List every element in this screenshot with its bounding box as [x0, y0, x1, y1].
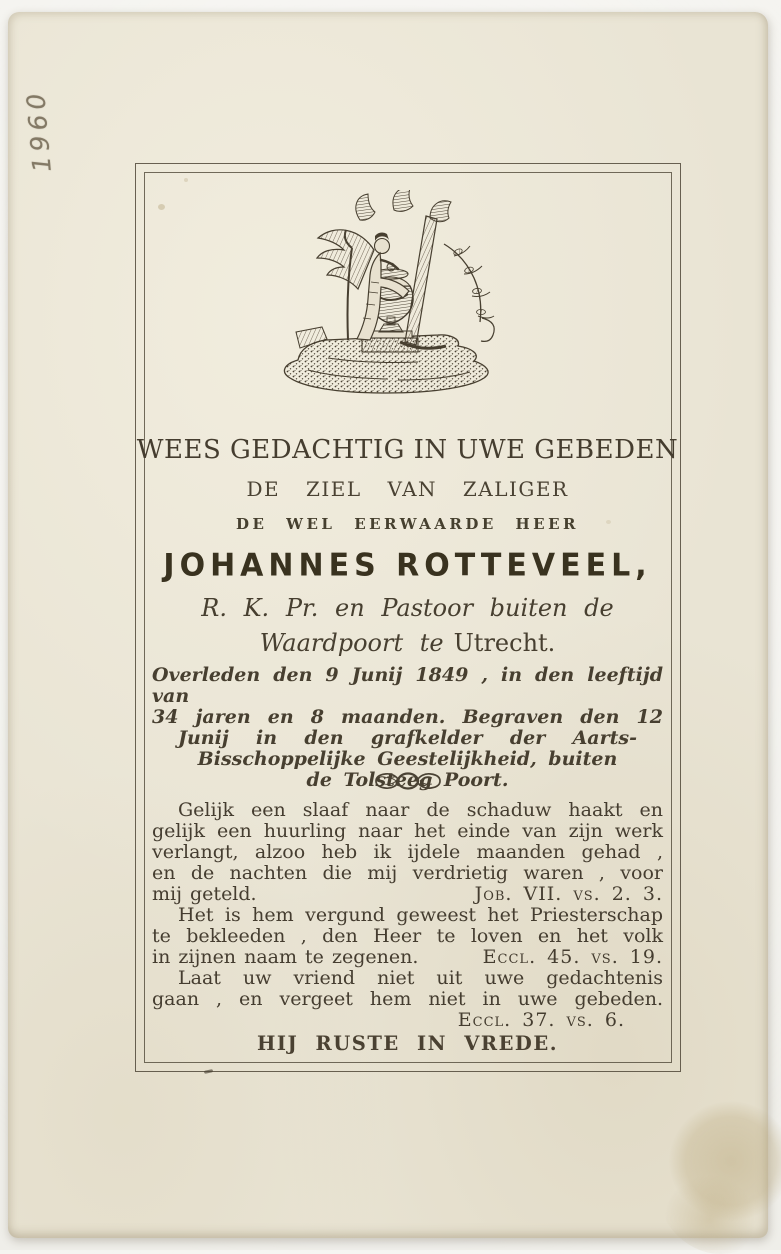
role-place-italic: Waardpoort te — [259, 629, 444, 657]
verse1-line: Gelijk een slaaf naar de schaduw haakt en — [178, 799, 663, 821]
printed-double-border — [135, 163, 681, 1072]
scripture-verses — [152, 800, 663, 1054]
verse1-last-line — [152, 884, 663, 905]
verse2-line: te bekleeden , den Heer te loven en het volk — [152, 925, 663, 947]
verse2-citation: Eccl. 45. vs. 19. — [482, 946, 663, 968]
role-city: Utrecht. — [453, 629, 556, 657]
verse2-last-line — [152, 947, 663, 968]
death-notice-line: de Tolsteeg Poort. — [306, 769, 509, 791]
verse1-citation: Job. VII. vs. 2. 3. — [474, 883, 663, 905]
verse2-last-text: in zijnen naam te zegenen. — [152, 946, 419, 968]
memorial-card-paper — [8, 12, 768, 1238]
verse3-citation: Eccl. 37. vs. 6. — [457, 1009, 625, 1031]
death-notice-line: Overleden den 9 Junij 1849 , in den leeftijd van — [152, 664, 663, 707]
pencil-inventory-number — [10, 70, 68, 190]
foxing-spot — [606, 520, 611, 524]
verse1-line: en de nachten die mij verdrietig waren , voor — [152, 862, 663, 884]
paper-stain — [653, 1094, 781, 1254]
deceased-role-line1: R. K. Pr. en Pastoor buiten de — [201, 594, 614, 622]
verse1-line: verlangt, alzoo heb ik ijdele maanden gehad , — [152, 841, 663, 863]
memorial-heading-line3: DE WEL EERWAARDE HEER — [235, 515, 579, 533]
verse1-line: gelijk een huurling naar het einde van zijn werk — [152, 820, 663, 842]
pencil-number-text: 1960 — [20, 87, 58, 173]
foxing-spot — [184, 178, 188, 182]
deceased-role-line2 — [136, 629, 679, 657]
death-notice-line: 34 jaren en 8 maanden. Begraven den 12 — [152, 706, 663, 728]
deceased-name: JOHANNES ROTTEVEEL, — [163, 547, 652, 584]
memorial-heading-line1: WEES GEDACHTIG IN UWE GEBEDEN — [136, 435, 679, 465]
chain-ornament-icon — [136, 770, 679, 792]
death-notice-line: Junij in den grafkelder der Aarts- — [178, 727, 637, 749]
foxing-spot — [158, 204, 165, 210]
card-content — [136, 164, 680, 1071]
verse3-line: Laat uw vriend niet uit uwe gedachtenis — [178, 967, 663, 989]
verse2-line: Het is hem vergund geweest het Priesterschap — [178, 904, 663, 926]
memorial-heading-line2: DE ZIEL VAN ZALIGER — [246, 477, 569, 501]
verse1-last-text: mij geteld. — [152, 883, 257, 905]
verse3-line: gaan , en vergeet hem niet in uwe gebeden. — [152, 988, 663, 1010]
ink-fleck — [204, 1069, 213, 1074]
mourning-angel-urn-engraving-icon — [268, 190, 508, 406]
closing-rest-in-peace: HIJ RUSTE IN VREDE. — [256, 1032, 558, 1055]
death-notice-line: Bisschoppelijke Geestelijkheid, buiten — [197, 748, 618, 770]
